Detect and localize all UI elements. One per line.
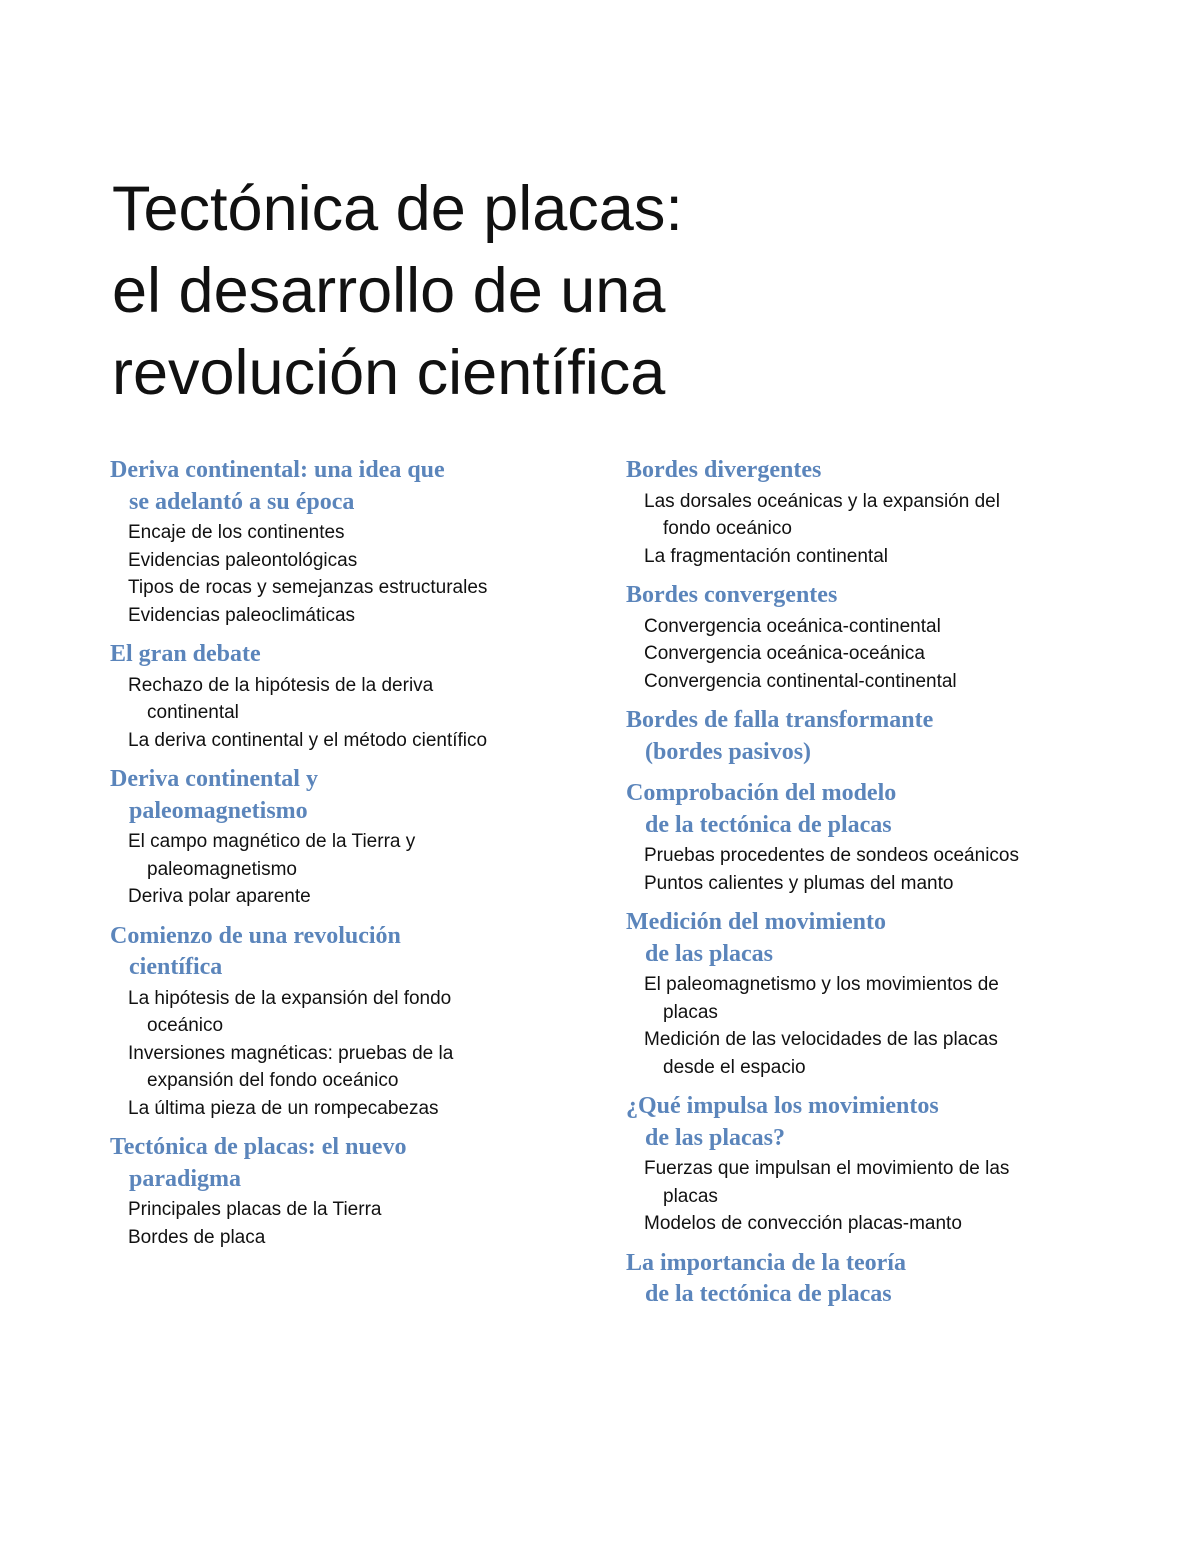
subtopic-item bbox=[110, 672, 580, 727]
subtopic-line: Modelos de convección placas-manto bbox=[644, 1213, 962, 1234]
section-heading bbox=[110, 455, 580, 518]
subtopic-item bbox=[110, 1040, 580, 1095]
subtopic-item bbox=[110, 547, 580, 575]
subtopic-item bbox=[626, 488, 1096, 543]
section-heading-line: de las placas? bbox=[645, 1124, 786, 1151]
section-heading-line: Bordes de falla transformante bbox=[626, 707, 934, 733]
subtopic-line: paleomagnetismo bbox=[147, 858, 297, 880]
subtopic-line: Encaje de los continentes bbox=[128, 522, 345, 543]
section-heading bbox=[626, 778, 1096, 841]
subtopic-list bbox=[110, 672, 580, 755]
section-heading-line: Comienzo de una revolución bbox=[110, 922, 401, 949]
subtopic-list bbox=[110, 828, 580, 911]
section-heading bbox=[110, 764, 580, 827]
section-heading bbox=[626, 907, 1096, 970]
contents-right-column bbox=[626, 455, 1096, 1321]
contents-left-column bbox=[110, 455, 580, 1261]
subtopic-list bbox=[626, 842, 1096, 897]
subtopic-line: Pruebas procedentes de sondeos oceánicos bbox=[644, 845, 1019, 866]
subtopic-item bbox=[626, 543, 1096, 571]
toc-section bbox=[110, 639, 580, 754]
section-heading bbox=[110, 1132, 580, 1195]
subtopic-item bbox=[626, 640, 1096, 668]
subtopic-item bbox=[626, 613, 1096, 641]
toc-section bbox=[626, 907, 1096, 1081]
section-heading bbox=[626, 1248, 1096, 1311]
subtopic-item bbox=[626, 971, 1096, 1026]
subtopic-item bbox=[626, 842, 1096, 870]
subtopic-line: Deriva polar aparente bbox=[128, 886, 311, 907]
subtopic-line: Fuerzas que impulsan el movimiento de las bbox=[644, 1158, 1010, 1179]
subtopic-list bbox=[626, 488, 1096, 571]
subtopic-line: continental bbox=[147, 702, 239, 723]
toc-section bbox=[110, 1132, 580, 1251]
section-heading-line: se adelantó a su época bbox=[129, 488, 355, 515]
section-heading-line: de las placas bbox=[645, 940, 774, 967]
subtopic-line: Inversiones magnéticas: pruebas de la bbox=[128, 1042, 454, 1064]
subtopic-line: Bordes de placa bbox=[128, 1226, 266, 1248]
section-heading-line: ¿Qué impulsa los movimientos bbox=[626, 1093, 939, 1119]
subtopic-item bbox=[626, 1155, 1096, 1210]
subtopic-item bbox=[110, 985, 580, 1040]
subtopic-line: Evidencias paleoclimáticas bbox=[128, 604, 356, 626]
section-heading-line: Medición del movimiento bbox=[626, 909, 886, 935]
subtopic-list bbox=[110, 985, 580, 1123]
subtopic-item bbox=[626, 1026, 1096, 1081]
section-heading-line: Tectónica de placas: el nuevo bbox=[110, 1134, 407, 1160]
section-heading-line: de la tectónica de placas bbox=[645, 1281, 892, 1307]
subtopic-line: La deriva continental y el método científico bbox=[128, 729, 488, 751]
subtopic-line: Evidencias paleontológicas bbox=[128, 549, 358, 571]
subtopic-list bbox=[626, 613, 1096, 696]
toc-section bbox=[626, 455, 1096, 570]
section-heading-line: El gran debate bbox=[110, 641, 261, 667]
subtopic-item bbox=[626, 1210, 1096, 1238]
subtopic-line: Tipos de rocas y semejanzas estructurales bbox=[128, 577, 488, 598]
toc-section bbox=[626, 1248, 1096, 1311]
section-heading-line: científica bbox=[129, 954, 223, 980]
section-heading bbox=[110, 921, 580, 984]
section-heading bbox=[110, 639, 580, 671]
section-heading-line: Deriva continental y bbox=[110, 766, 318, 792]
toc-section bbox=[626, 1091, 1096, 1238]
title-line: el desarrollo de una bbox=[112, 256, 666, 326]
subtopic-line: Convergencia continental-continental bbox=[644, 670, 957, 692]
subtopic-item bbox=[110, 1224, 580, 1252]
subtopic-item bbox=[110, 574, 580, 602]
subtopic-line: La fragmentación continental bbox=[644, 545, 888, 567]
subtopic-item bbox=[110, 727, 580, 755]
subtopic-line: La hipótesis de la expansión del fondo bbox=[128, 987, 452, 1009]
toc-section bbox=[110, 764, 580, 911]
section-heading-line: Deriva continental: una idea que bbox=[110, 457, 445, 483]
subtopic-line: placas bbox=[663, 1185, 718, 1207]
section-heading bbox=[626, 580, 1096, 612]
subtopic-item bbox=[110, 519, 580, 547]
subtopic-line: Puntos calientes y plumas del manto bbox=[644, 872, 954, 894]
subtopic-line: placas bbox=[663, 1001, 718, 1023]
subtopic-list bbox=[110, 1196, 580, 1251]
subtopic-item bbox=[110, 1196, 580, 1224]
toc-section bbox=[110, 455, 580, 629]
subtopic-line: desde el espacio bbox=[663, 1056, 806, 1078]
title-line: revolución científica bbox=[112, 338, 666, 408]
subtopic-line: Convergencia oceánica-oceánica bbox=[644, 643, 925, 664]
subtopic-item bbox=[110, 602, 580, 630]
section-heading-line: Bordes divergentes bbox=[626, 457, 822, 483]
subtopic-list bbox=[626, 971, 1096, 1081]
subtopic-line: Rechazo de la hipótesis de la deriva bbox=[128, 674, 434, 696]
section-heading-line: La importancia de la teoría bbox=[626, 1249, 906, 1276]
subtopic-line: Convergencia oceánica-continental bbox=[644, 615, 941, 637]
section-heading-line: paleomagnetismo bbox=[129, 797, 308, 824]
section-heading-line: de la tectónica de placas bbox=[645, 811, 892, 838]
subtopic-line: Medición de las velocidades de las placas bbox=[644, 1029, 998, 1050]
subtopic-item bbox=[626, 668, 1096, 696]
subtopic-item bbox=[110, 883, 580, 911]
page-title bbox=[112, 168, 872, 414]
subtopic-line: Principales placas de la Tierra bbox=[128, 1199, 382, 1220]
title-line: Tectónica de placas: bbox=[112, 174, 683, 244]
section-heading-line: Bordes convergentes bbox=[626, 582, 838, 608]
section-heading bbox=[626, 1091, 1096, 1154]
section-heading bbox=[626, 705, 1096, 768]
section-heading-line: paradigma bbox=[129, 1165, 242, 1192]
toc-section bbox=[626, 705, 1096, 768]
toc-section bbox=[626, 580, 1096, 695]
toc-section bbox=[110, 921, 580, 1123]
subtopic-line: oceánico bbox=[147, 1015, 224, 1036]
subtopic-line: fondo oceánico bbox=[663, 518, 792, 539]
subtopic-line: Las dorsales oceánicas y la expansión del bbox=[644, 490, 1000, 512]
subtopic-line: expansión del fondo oceánico bbox=[147, 1070, 399, 1091]
toc-section bbox=[626, 778, 1096, 897]
section-heading-line: Comprobación del modelo bbox=[626, 780, 897, 806]
subtopic-item bbox=[110, 1095, 580, 1123]
subtopic-list bbox=[110, 519, 580, 629]
subtopic-line: El paleomagnetismo y los movimientos de bbox=[644, 974, 999, 995]
section-heading-line: (bordes pasivos) bbox=[645, 738, 812, 765]
subtopic-line: El campo magnético de la Tierra y bbox=[128, 831, 416, 852]
section-heading bbox=[626, 455, 1096, 487]
subtopic-list bbox=[626, 1155, 1096, 1238]
subtopic-item bbox=[110, 828, 580, 883]
subtopic-item bbox=[626, 870, 1096, 898]
subtopic-line: La última pieza de un rompecabezas bbox=[128, 1097, 439, 1119]
